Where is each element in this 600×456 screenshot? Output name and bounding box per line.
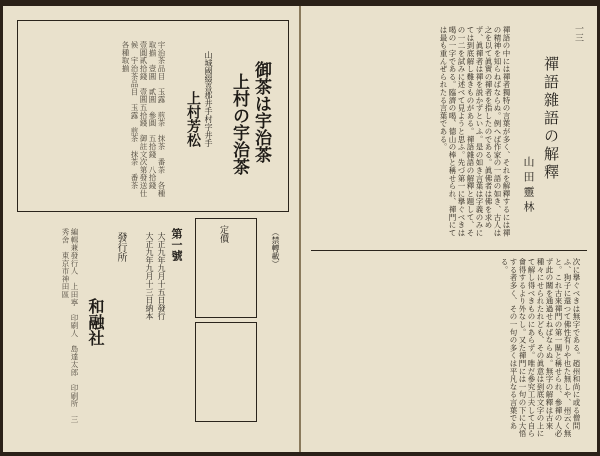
- publisher-name: 和融社: [86, 298, 105, 346]
- page-number: 一三: [573, 24, 583, 42]
- tea-headline-2: 上村の宇治茶: [229, 73, 249, 175]
- article-body-upper: 禪語の中には禪者獨特の言葉が多く、それを解釋するには禪の精神を知らねばならぬ。例へば作家の一語の如き、古人は之を以て眞實の禪者を指したのである。眞佛者は佛を求めず、眞禪者は禪を説かずといふ。是の如き言葉は字義のみにては到底解し難きものがある。禪語雜語の解釋と題して、その一二を試みに述べて見ようと思ふ。先づ第一に擧ぐべきは喝の一字である。臨濟の喝、德山の棒と稱せられ、禪門にては最も重んぜられたる言葉である。: [439, 26, 511, 237]
- tea-shop-name: 上村芳松: [185, 91, 201, 147]
- subscription-table-2: [195, 322, 257, 422]
- print-date: 大正九年九月十三日納本: [145, 232, 154, 320]
- price-list: 宇治茶品目 玉露 煎茶 抹茶 番茶 各種取揃 壹圓 貳圓 參圓 五拾錢 八拾錢 壹圓貳拾錢 壹圓五拾錢 御註文次第發送仕候 宇治茶品目 玉露 煎茶 抹茶 番茶 各種取揃: [121, 41, 166, 198]
- issue-info: [17, 218, 287, 440]
- subscription-heading: 定價: [218, 225, 228, 243]
- article-body-lower: 次に擧ぐべきは無字である。趙州和尚に或る僧問ふ、狗子に還つて佛性有りや也た無しや、州云く無と。これ古來禪門の第一關と稱せられ、參禪の人必ず此の關を通過せねばならぬ。無字の解釋は古來種々にせられたれども、その眞意は到底文字の上にて解し得べきものにあらず。唯だ參究工夫して自ら會得するより外なし。又た禪門には一句の下に大悟する者多く、その一句の多くは平凡なる言葉である。: [500, 258, 581, 438]
- tea-advertisement: [17, 20, 289, 212]
- colophon-columns: 編輯兼發行人 上田寧 印刷人 島達太郎 印刷所 三秀舍 東京市神田區: [61, 228, 79, 423]
- publisher-heading: 發行所: [115, 232, 126, 262]
- subscription-table-1: [195, 218, 257, 318]
- publication-date: 大正九年九月十五日發行: [157, 232, 166, 320]
- column-divider: [311, 250, 587, 251]
- reprint-notice: （禁轉載）: [271, 228, 280, 268]
- article-author: 山田靈林: [522, 156, 535, 216]
- left-page: [3, 6, 300, 452]
- article-title: 禪語雜語の解釋: [542, 56, 560, 182]
- right-page: [301, 6, 597, 452]
- book-spread: [3, 6, 597, 452]
- tea-shop-address: 山城國綴喜郡井手村字井手: [204, 51, 213, 147]
- issue-number: 第一號: [170, 228, 183, 261]
- tea-headline-1: 御茶は宇治茶: [251, 61, 271, 163]
